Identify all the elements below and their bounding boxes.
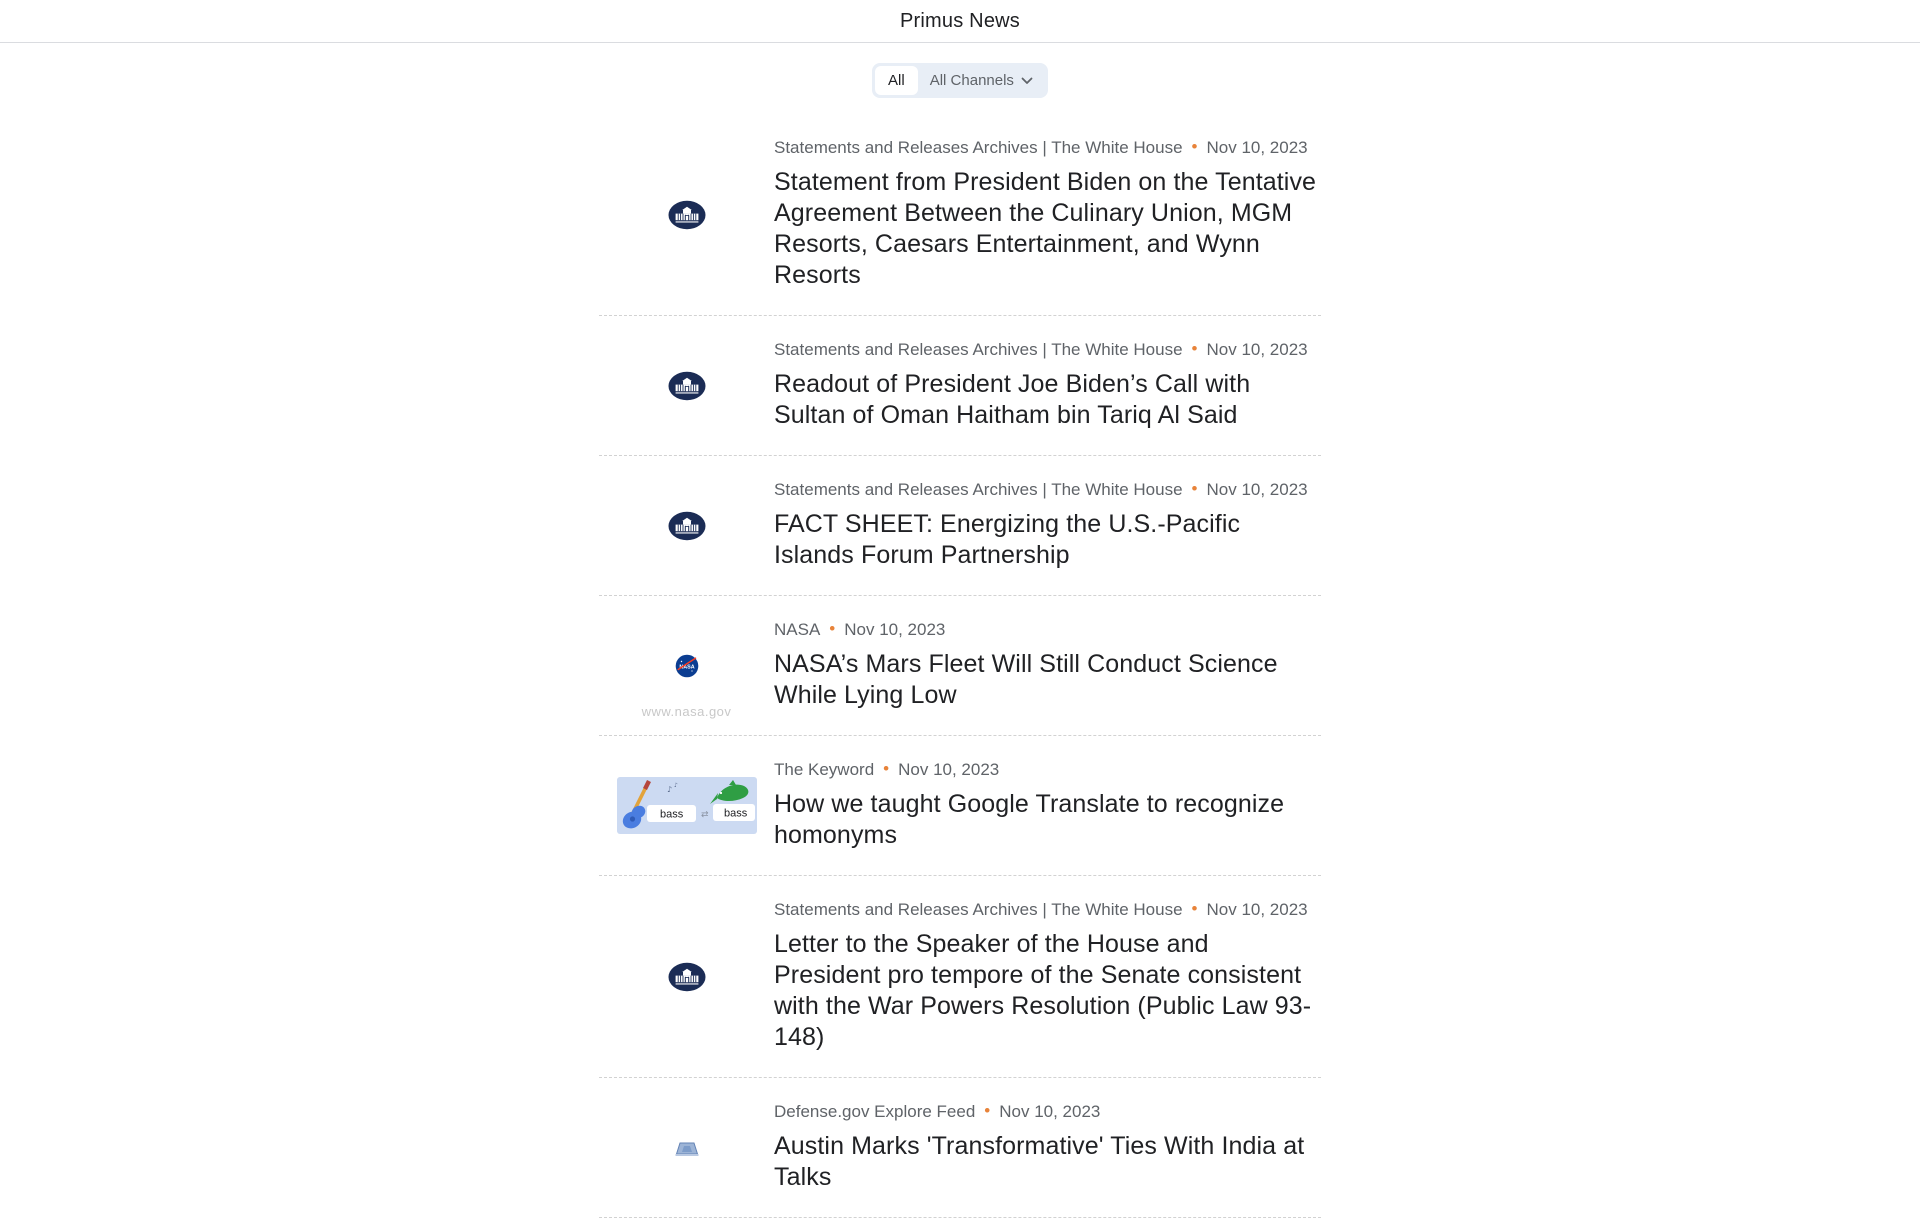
news-item-title[interactable]: Letter to the Speaker of the House and President pro tempore of the Senate consistent with the War Powers Resolution (Public Law 93-148) [774, 930, 1312, 1051]
app-header [0, 0, 1920, 43]
news-item-source: NASA [774, 620, 821, 639]
meta-separator-dot: • [1191, 339, 1198, 358]
news-item[interactable] [599, 456, 1321, 596]
white-house-logo-icon [668, 371, 706, 401]
meta-separator-dot: • [1191, 479, 1198, 498]
news-item-thumbnail [599, 340, 774, 431]
meta-separator-dot: • [1191, 899, 1198, 918]
svg-text:♪: ♪ [673, 782, 678, 789]
news-item-date: Nov 10, 2023 [1206, 138, 1308, 157]
news-item-content [774, 138, 1321, 291]
news-item-source: The Keyword [774, 760, 875, 779]
meta-separator-dot: • [829, 619, 836, 638]
channel-filter-dropdown[interactable] [920, 66, 1045, 95]
news-item-title[interactable]: Readout of President Joe Biden’s Call with Sultan of Oman Haitham bin Tariq Al Said [774, 370, 1251, 429]
news-item[interactable] [599, 316, 1321, 456]
white-house-logo-icon [668, 511, 706, 541]
news-item-title[interactable]: Austin Marks 'Transformative' Ties With India at Talks [774, 1132, 1305, 1191]
news-item[interactable] [599, 596, 1321, 736]
google-translate-bass-illustration [617, 777, 757, 834]
channel-filter-label: All Channels [929, 72, 1014, 89]
news-item-content [774, 1102, 1321, 1193]
news-item-date: Nov 10, 2023 [898, 760, 1000, 779]
meta-separator-dot: • [984, 1101, 991, 1120]
news-item-meta [774, 138, 1321, 158]
news-item-meta [774, 760, 1321, 780]
news-item-meta [774, 340, 1321, 360]
news-item-content [774, 620, 1321, 711]
news-item-content [774, 900, 1321, 1053]
filter-tab-all[interactable]: All [875, 66, 918, 95]
news-item-meta [774, 900, 1321, 920]
news-item-thumbnail [599, 480, 774, 571]
news-item-thumbnail [599, 620, 774, 719]
svg-text:bass: bass [659, 808, 683, 821]
news-item-source: Statements and Releases Archives | The White House [774, 138, 1183, 157]
news-item-thumbnail [599, 1102, 774, 1193]
news-item-title[interactable]: NASA’s Mars Fleet Will Still Conduct Science While Lying Low [774, 650, 1278, 709]
news-item-thumbnail [599, 760, 774, 851]
news-item-source: Statements and Releases Archives | The White House [774, 900, 1183, 919]
news-item-content [774, 340, 1321, 431]
svg-text:♪: ♪ [666, 785, 672, 794]
chevron-down-icon [1021, 77, 1033, 85]
news-item-date: Nov 10, 2023 [1206, 480, 1308, 499]
meta-separator-dot: • [1191, 137, 1198, 156]
news-item-date: Nov 10, 2023 [1206, 340, 1308, 359]
news-item[interactable] [599, 876, 1321, 1078]
news-item-date: Nov 10, 2023 [1206, 900, 1308, 919]
white-house-logo-icon [668, 200, 706, 230]
news-item-thumbnail [599, 138, 774, 291]
news-feed [599, 114, 1321, 1218]
white-house-logo-icon [668, 962, 706, 992]
svg-text:NASA: NASA [678, 663, 695, 670]
news-item-title[interactable]: Statement from President Biden on the Tentative Agreement Between the Culinary Union, MGM Resorts, Caesars Entertainment, and Wynn Resorts [774, 168, 1317, 289]
news-item[interactable] [599, 114, 1321, 316]
news-item-date: Nov 10, 2023 [844, 620, 946, 639]
pentagon-building-icon [673, 1139, 701, 1157]
news-item-title[interactable]: How we taught Google Translate to recognize homonyms [774, 790, 1285, 849]
meta-separator-dot: • [883, 759, 890, 778]
filter-bar [0, 63, 1920, 98]
news-item-meta [774, 1102, 1321, 1122]
svg-text:bass: bass [723, 807, 747, 820]
thumbnail-caption: www.nasa.gov [641, 704, 732, 719]
news-item-source: Statements and Releases Archives | The White House [774, 480, 1183, 499]
news-item-date: Nov 10, 2023 [999, 1102, 1101, 1121]
news-item[interactable] [599, 1078, 1321, 1218]
filter-group [872, 63, 1048, 98]
news-item-title[interactable]: FACT SHEET: Energizing the U.S.-Pacific Islands Forum Partnership [774, 510, 1241, 569]
news-item-content [774, 760, 1321, 851]
news-item[interactable] [599, 736, 1321, 876]
app-title: Primus News [900, 9, 1020, 32]
news-item-source: Defense.gov Explore Feed [774, 1102, 976, 1121]
news-item-thumbnail [599, 900, 774, 1053]
news-item-content [774, 480, 1321, 571]
nasa-logo-icon [675, 654, 699, 678]
news-item-meta [774, 480, 1321, 500]
svg-text:⇄: ⇄ [700, 810, 709, 820]
news-item-meta [774, 620, 1321, 640]
news-item-source: Statements and Releases Archives | The White House [774, 340, 1183, 359]
